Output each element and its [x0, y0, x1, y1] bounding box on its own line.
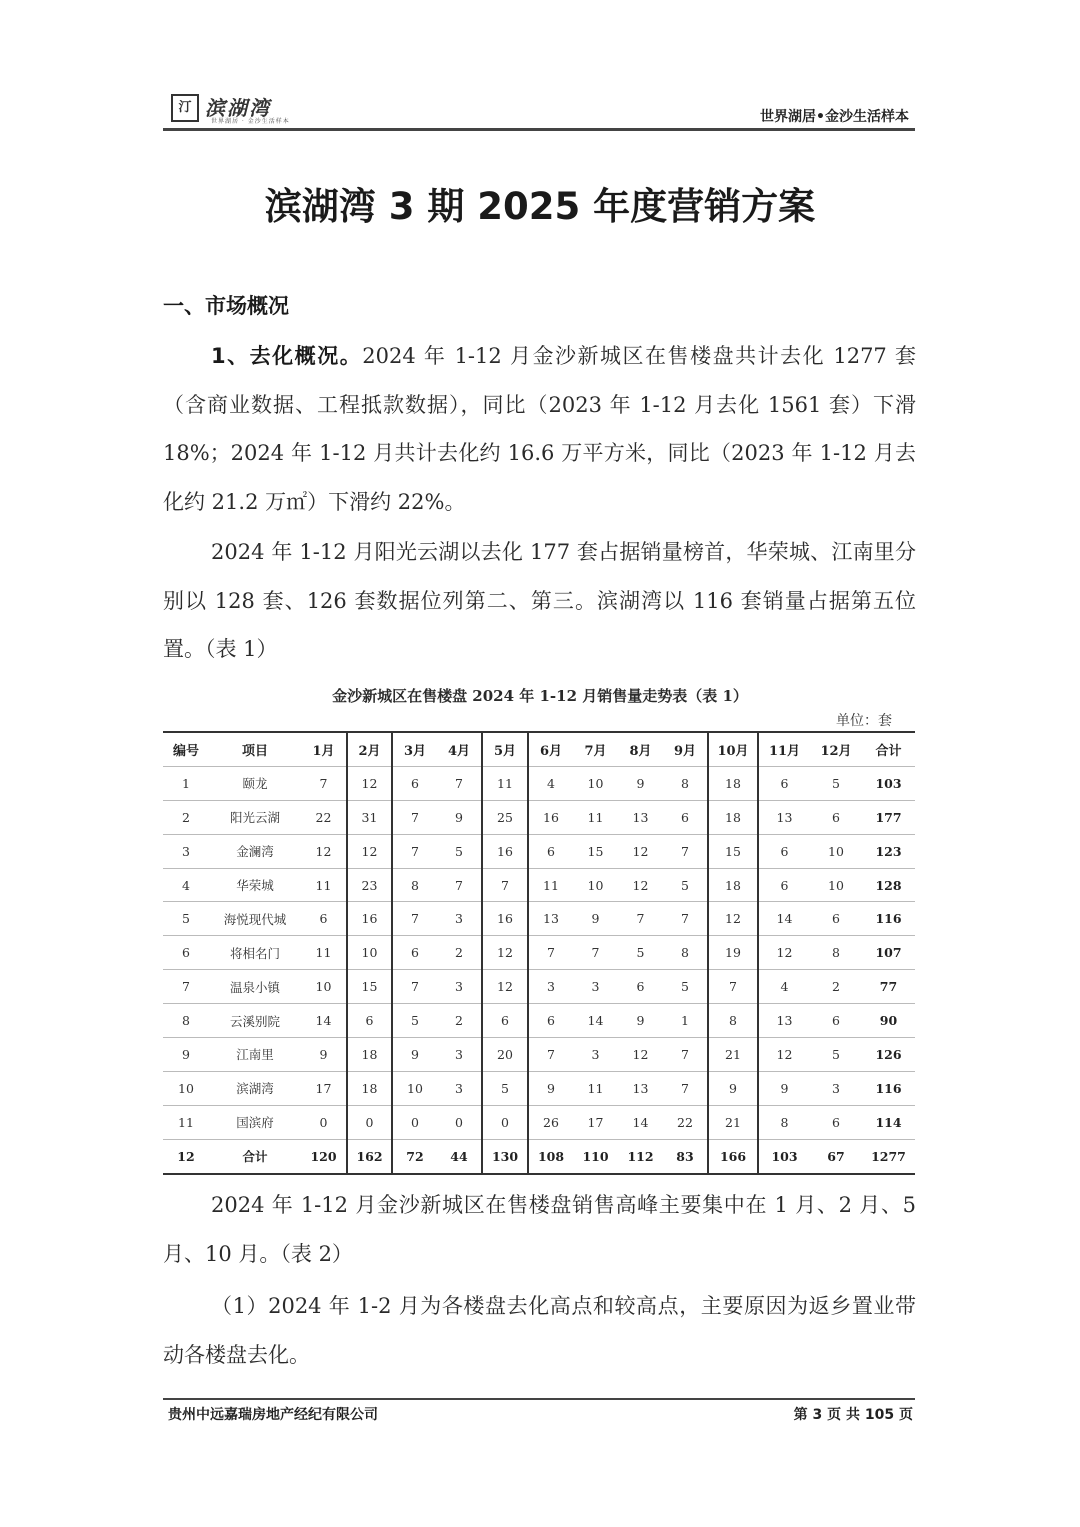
- table-cell: 90: [862, 1004, 915, 1038]
- table-cell: 2: [437, 1004, 482, 1038]
- table-cell: 合计: [209, 1139, 301, 1173]
- table-cell: 7: [482, 868, 528, 902]
- table-cell: 25: [482, 800, 528, 834]
- table-row: [163, 902, 915, 936]
- table-cell: 14: [758, 902, 810, 936]
- logo-text: 滨湖湾: [205, 96, 271, 120]
- table-cell: 温泉小镇: [209, 970, 301, 1004]
- table-cell: 44: [437, 1139, 482, 1173]
- page-header: [163, 88, 915, 128]
- table-cell: 12: [618, 834, 663, 868]
- table-cell: 3: [437, 970, 482, 1004]
- table-cell: 0: [347, 1105, 392, 1139]
- paragraph-sales-overview: [163, 332, 916, 526]
- table-cell: 15: [708, 834, 758, 868]
- table-cell: 9: [708, 1071, 758, 1105]
- table-cell: 67: [810, 1139, 862, 1173]
- table-cell: 177: [862, 800, 915, 834]
- table-cell: 123: [862, 834, 915, 868]
- table-cell: 1277: [862, 1139, 915, 1173]
- paragraph-body: 2024 年 1-12 月金沙新城区在售楼盘共计去化 1277 套（含商业数据、工程抵款数据），同比（2023 年 1-12 月去化 1561 套）下滑 18%；2024 年 1-12 月共计去化约 16.6 万平方米，同比（2023 年 1-12 月去化约 21.2 万㎡）下滑约 22%。: [163, 344, 916, 514]
- table-cell: 6: [663, 800, 708, 834]
- table-cell: 1: [163, 766, 209, 800]
- table-cell: 滨湖湾: [209, 1071, 301, 1105]
- table-cell: 将相名门: [209, 936, 301, 970]
- table-cell: 18: [708, 868, 758, 902]
- table-cell: 20: [482, 1038, 528, 1072]
- table-cell: 7: [618, 902, 663, 936]
- column-header: 4月: [437, 732, 482, 766]
- table-cell: 6: [810, 800, 862, 834]
- header-divider: [163, 128, 915, 131]
- table-cell: 7: [437, 766, 482, 800]
- table-cell: 9: [392, 1038, 437, 1072]
- table-cell: 4: [163, 868, 209, 902]
- table-cell: 3: [573, 1038, 618, 1072]
- table-cell: 16: [528, 800, 573, 834]
- table-row: [163, 1105, 915, 1139]
- table-cell: 8: [663, 936, 708, 970]
- table-cell: 8: [758, 1105, 810, 1139]
- footer-divider: [163, 1398, 915, 1400]
- table-cell: 6: [482, 1004, 528, 1038]
- table-cell: 10: [301, 970, 347, 1004]
- table-cell: 9: [758, 1071, 810, 1105]
- table-cell: 3: [437, 1038, 482, 1072]
- section-heading: 一、市场概况: [163, 294, 289, 318]
- table-cell: 5: [163, 902, 209, 936]
- table-cell: 6: [528, 1004, 573, 1038]
- table-cell: 10: [810, 834, 862, 868]
- table-cell: 7: [663, 1038, 708, 1072]
- paragraph-reason: （1）2024 年 1-2 月为各楼盘去化高点和较高点，主要原因为返乡置业带动各楼盘去化。: [163, 1294, 916, 1367]
- table-cell: 海悦现代城: [209, 902, 301, 936]
- table-cell: 103: [758, 1139, 810, 1173]
- column-header: 12月: [810, 732, 862, 766]
- table-cell: 7: [437, 868, 482, 902]
- table-cell: 6: [758, 868, 810, 902]
- table-cell: 9: [618, 1004, 663, 1038]
- table-cell: 8: [392, 868, 437, 902]
- table-cell: 103: [862, 766, 915, 800]
- table-cell: 0: [392, 1105, 437, 1139]
- table-cell: 12: [163, 1139, 209, 1173]
- table-cell: 110: [573, 1139, 618, 1173]
- logo-subtext: 世界湖居 · 金沙生活样本: [211, 118, 290, 125]
- table-cell: 83: [663, 1139, 708, 1173]
- table-row: [163, 970, 915, 1004]
- table-cell: 7: [528, 936, 573, 970]
- table-cell: 6: [301, 902, 347, 936]
- table-cell: 12: [347, 834, 392, 868]
- table-cell: 114: [862, 1105, 915, 1139]
- table-cell: 5: [810, 1038, 862, 1072]
- table-cell: 12: [618, 868, 663, 902]
- column-header: 2月: [347, 732, 392, 766]
- table-cell: 13: [618, 1071, 663, 1105]
- paragraph-ranking: 2024 年 1-12 月阳光云湖以去化 177 套占据销量榜首，华荣城、江南里分别以 128 套、126 套数据位列第二、第三。滨湖湾以 116 套销量占据第五位置。（表 1）: [163, 540, 916, 661]
- table-cell: 11: [163, 1105, 209, 1139]
- column-header: 项目: [209, 732, 301, 766]
- table-cell: 23: [347, 868, 392, 902]
- table-cell: 云溪别院: [209, 1004, 301, 1038]
- column-header: 3月: [392, 732, 437, 766]
- column-header: 编号: [163, 732, 209, 766]
- table-cell: 0: [437, 1105, 482, 1139]
- table-cell: 5: [810, 766, 862, 800]
- table-cell: 26: [528, 1105, 573, 1139]
- table-cell: 7: [663, 1071, 708, 1105]
- table-cell: 12: [758, 1038, 810, 1072]
- table-cell: 77: [862, 970, 915, 1004]
- table-cell: 7: [392, 970, 437, 1004]
- table-row: [163, 1139, 915, 1173]
- table-cell: 0: [301, 1105, 347, 1139]
- table-cell: 12: [482, 936, 528, 970]
- table-cell: 6: [392, 766, 437, 800]
- logo-mark: 汀: [171, 94, 199, 122]
- table-row: [163, 1038, 915, 1072]
- table-cell: 3: [528, 970, 573, 1004]
- table-cell: 7: [528, 1038, 573, 1072]
- table-cell: 6: [618, 970, 663, 1004]
- table-cell: 14: [573, 1004, 618, 1038]
- table-cell: 12: [758, 936, 810, 970]
- table-cell: 12: [482, 970, 528, 1004]
- table-row: [163, 936, 915, 970]
- table-cell: 16: [347, 902, 392, 936]
- table-cell: 7: [663, 902, 708, 936]
- table-cell: 18: [708, 766, 758, 800]
- table-cell: 12: [301, 834, 347, 868]
- table-cell: 0: [482, 1105, 528, 1139]
- table-cell: 10: [163, 1071, 209, 1105]
- table-cell: 5: [663, 868, 708, 902]
- table-cell: 5: [482, 1071, 528, 1105]
- paragraph-lead: 1、去化概况。: [211, 344, 363, 368]
- table-cell: 8: [708, 1004, 758, 1038]
- table-cell: 22: [663, 1105, 708, 1139]
- table-cell: 12: [347, 766, 392, 800]
- table-cell: 18: [708, 800, 758, 834]
- table-cell: 6: [810, 1004, 862, 1038]
- table-cell: 130: [482, 1139, 528, 1173]
- sales-table: [163, 731, 915, 1175]
- table-cell: 16: [482, 902, 528, 936]
- table-row: [163, 766, 915, 800]
- table-cell: 6: [528, 834, 573, 868]
- table-cell: 江南里: [209, 1038, 301, 1072]
- column-header: 8月: [618, 732, 663, 766]
- table-cell: 7: [708, 970, 758, 1004]
- table-cell: 112: [618, 1139, 663, 1173]
- table-cell: 14: [618, 1105, 663, 1139]
- table-cell: 13: [528, 902, 573, 936]
- table-cell: 107: [862, 936, 915, 970]
- table-cell: 10: [810, 868, 862, 902]
- table-row: [163, 868, 915, 902]
- table-cell: 11: [482, 766, 528, 800]
- table-cell: 11: [301, 868, 347, 902]
- table-cell: 72: [392, 1139, 437, 1173]
- table-title: 金沙新城区在售楼盘 2024 年 1-12 月销售量走势表（表 1）: [332, 687, 748, 705]
- table-cell: 12: [708, 902, 758, 936]
- table-cell: 4: [758, 970, 810, 1004]
- table-row: [163, 1071, 915, 1105]
- table-cell: 126: [862, 1038, 915, 1072]
- header-slogan: 世界湖居•金沙生活样本: [760, 109, 909, 125]
- table-cell: 11: [528, 868, 573, 902]
- table-cell: 8: [663, 766, 708, 800]
- table-cell: 6: [347, 1004, 392, 1038]
- table-cell: 13: [618, 800, 663, 834]
- table-cell: 5: [437, 834, 482, 868]
- table-cell: 9: [573, 902, 618, 936]
- table-cell: 颐龙: [209, 766, 301, 800]
- document-title: 滨湖湾 3 期 2025 年度营销方案: [264, 185, 816, 228]
- column-header: 5月: [482, 732, 528, 766]
- table-cell: 7: [663, 834, 708, 868]
- column-header: 11月: [758, 732, 810, 766]
- table-cell: 162: [347, 1139, 392, 1173]
- table-cell: 12: [618, 1038, 663, 1072]
- table-cell: 3: [810, 1071, 862, 1105]
- table-cell: 7: [392, 834, 437, 868]
- table-cell: 166: [708, 1139, 758, 1173]
- column-header: 6月: [528, 732, 573, 766]
- table-cell: 11: [573, 800, 618, 834]
- paragraph-peak-months: 2024 年 1-12 月金沙新城区在售楼盘销售高峰主要集中在 1 月、2 月、5 月、10 月。（表 2）: [163, 1193, 916, 1266]
- table-cell: 108: [528, 1139, 573, 1173]
- table-cell: 14: [301, 1004, 347, 1038]
- table-cell: 7: [392, 902, 437, 936]
- table-cell: 4: [528, 766, 573, 800]
- table-cell: 10: [392, 1071, 437, 1105]
- table-cell: 5: [392, 1004, 437, 1038]
- table-cell: 阳光云湖: [209, 800, 301, 834]
- table-cell: 华荣城: [209, 868, 301, 902]
- column-header: 1月: [301, 732, 347, 766]
- column-header: 10月: [708, 732, 758, 766]
- table-header-row: [163, 732, 915, 766]
- table-cell: 1: [663, 1004, 708, 1038]
- table-cell: 17: [573, 1105, 618, 1139]
- table-cell: 国滨府: [209, 1105, 301, 1139]
- table-cell: 11: [301, 936, 347, 970]
- table-cell: 13: [758, 800, 810, 834]
- table-cell: 3: [437, 902, 482, 936]
- table-cell: 2: [163, 800, 209, 834]
- table-cell: 9: [528, 1071, 573, 1105]
- table-cell: 3: [163, 834, 209, 868]
- table-cell: 8: [163, 1004, 209, 1038]
- table-cell: 31: [347, 800, 392, 834]
- table-cell: 10: [573, 766, 618, 800]
- table-cell: 6: [392, 936, 437, 970]
- table-row: [163, 1004, 915, 1038]
- table-cell: 128: [862, 868, 915, 902]
- table-cell: 8: [810, 936, 862, 970]
- table-cell: 16: [482, 834, 528, 868]
- table-cell: 6: [758, 834, 810, 868]
- table-cell: 9: [618, 766, 663, 800]
- table-cell: 18: [347, 1038, 392, 1072]
- footer-page-number: 第 3 页 共 105 页: [793, 1407, 913, 1423]
- table-cell: 22: [301, 800, 347, 834]
- footer-company: 贵州中远嘉瑞房地产经纪有限公司: [168, 1407, 378, 1423]
- table-cell: 6: [758, 766, 810, 800]
- table-cell: 2: [810, 970, 862, 1004]
- table-row: [163, 834, 915, 868]
- table-cell: 6: [810, 902, 862, 936]
- column-header: 合计: [862, 732, 915, 766]
- table-cell: 9: [301, 1038, 347, 1072]
- table-cell: 6: [163, 936, 209, 970]
- table-cell: 2: [437, 936, 482, 970]
- table-cell: 7: [301, 766, 347, 800]
- table-cell: 13: [758, 1004, 810, 1038]
- table-cell: 10: [573, 868, 618, 902]
- table-cell: 3: [437, 1071, 482, 1105]
- table-cell: 17: [301, 1071, 347, 1105]
- table-cell: 7: [392, 800, 437, 834]
- table-cell: 9: [163, 1038, 209, 1072]
- table-cell: 120: [301, 1139, 347, 1173]
- table-cell: 7: [163, 970, 209, 1004]
- column-header: 7月: [573, 732, 618, 766]
- table-cell: 10: [347, 936, 392, 970]
- table-cell: 7: [573, 936, 618, 970]
- table-row: [163, 800, 915, 834]
- table-unit: 单位：套: [836, 713, 892, 729]
- table-cell: 116: [862, 1071, 915, 1105]
- table-cell: 6: [810, 1105, 862, 1139]
- table-cell: 5: [663, 970, 708, 1004]
- brand-logo: [171, 92, 311, 126]
- table-cell: 15: [347, 970, 392, 1004]
- table-cell: 18: [347, 1071, 392, 1105]
- column-header: 9月: [663, 732, 708, 766]
- table-cell: 15: [573, 834, 618, 868]
- table-cell: 金澜湾: [209, 834, 301, 868]
- table-cell: 11: [573, 1071, 618, 1105]
- table-cell: 5: [618, 936, 663, 970]
- table-cell: 3: [573, 970, 618, 1004]
- table-cell: 19: [708, 936, 758, 970]
- table-cell: 21: [708, 1105, 758, 1139]
- table-cell: 21: [708, 1038, 758, 1072]
- table-cell: 9: [437, 800, 482, 834]
- table-cell: 116: [862, 902, 915, 936]
